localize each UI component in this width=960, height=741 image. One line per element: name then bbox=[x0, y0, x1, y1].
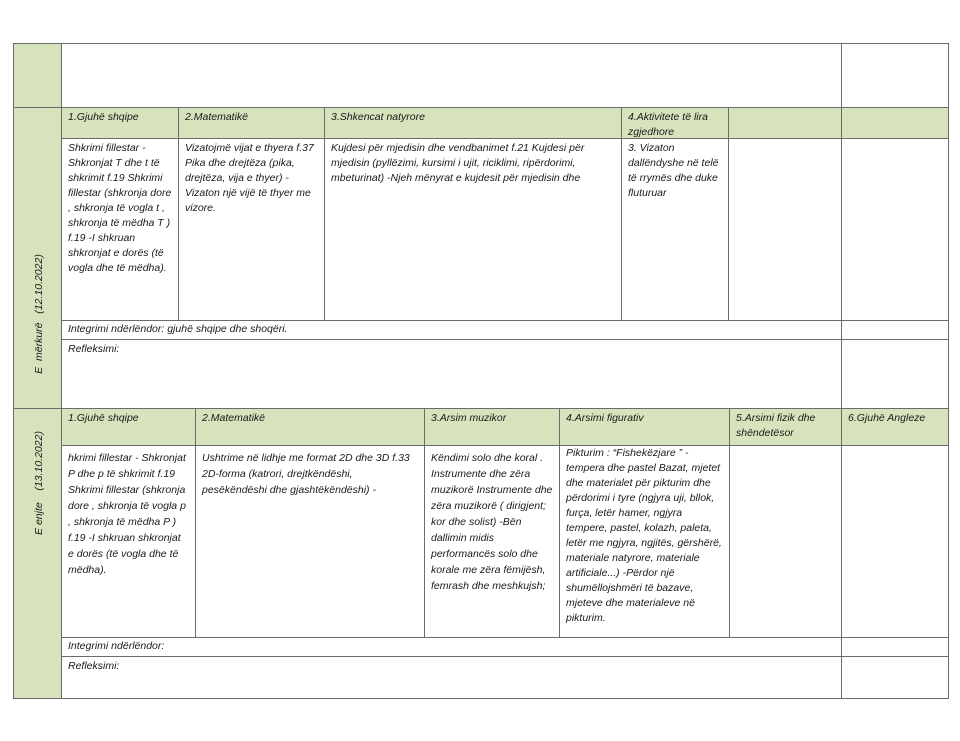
subject-header: 3.Shkencat natyrore bbox=[324, 107, 622, 139]
reflection-row: Refleksimi: bbox=[61, 656, 842, 699]
subject-content: Kujdesi për mjedisin dhe vendbanimet f.21 Kujdesi për mjedisin (pyllëzimi, kursimi i ujit, riciklimi, ripërdorimi, mbeturinat) -Njeh mënyrat e kujdesit për mjedisin dhe bbox=[324, 138, 622, 321]
reflection-right-cell bbox=[841, 656, 949, 699]
subject-header bbox=[728, 107, 842, 139]
integration-row: Integrimi ndërlëndor: bbox=[61, 637, 842, 657]
day-label-cell bbox=[13, 408, 62, 699]
reflection-right-cell bbox=[841, 339, 949, 409]
subject-content bbox=[841, 138, 949, 321]
subject-header: 2.Matematikë bbox=[178, 107, 325, 139]
subject-header: 4.Arsimi figurativ bbox=[559, 408, 730, 446]
day-label: E enjte (13.10.2022) bbox=[33, 431, 45, 535]
subject-content: Pikturim : “Fishekëzjare ” - tempera dhe pastel Bazat, mjetet dhe materialet për pikturim dhe përdorimi i tyre (ngjyra uji, bllok, furça, letër hamer, ngjyra tempere, pastel, kolazh, paleta, letër me ngjyra, ngjitës, gërshërë, materiale natyrore, materiale artificiale...) -Përdor një shumëllojshmëri të bazave, mjeteve dhe materialeve në pikturim. bbox=[559, 445, 730, 638]
subject-content: Ushtrime në lidhje me format 2D dhe 3D f.33 2D-forma (katrori, drejtkëndëshi, pesëkëndëshi dhe gjashtëkëndëshi) - bbox=[195, 445, 425, 638]
top-side-cell bbox=[13, 43, 62, 108]
integration-right-cell bbox=[841, 637, 949, 657]
subject-header: 3.Arsim muzikor bbox=[424, 408, 560, 446]
subject-content: 3. Vizaton dallëndyshe në telë të rrymës dhe duke fluturuar bbox=[621, 138, 729, 321]
subject-content: Vizatojmë vijat e thyera f.37 Pika dhe drejtëza (pika, drejtëza, vija e thyer) -Vizaton një vijë të thyer me vizore. bbox=[178, 138, 325, 321]
top-right-cell bbox=[841, 43, 949, 108]
subject-content bbox=[729, 445, 842, 638]
subject-header: 1.Gjuhë shqipe bbox=[61, 107, 179, 139]
reflection-row: Refleksimi: bbox=[61, 339, 842, 409]
subject-content: hkrimi fillestar - Shkronjat P dhe p të shkrimit f.19 Shkrimi fillestar (shkronja dore , shkronja të vogla p , shkronja të mëdha P ) f.19 -I shkruan shkronjat e dorës (të vogla dhe të mëdha). bbox=[61, 445, 196, 638]
subject-header: 5.Arsimi fizik dhe shëndetësor bbox=[729, 408, 842, 446]
day-label-cell bbox=[13, 107, 62, 409]
subject-content bbox=[841, 445, 949, 638]
subject-header: 2.Matematikë bbox=[195, 408, 425, 446]
subject-content: Këndimi solo dhe koral . Instrumente dhe zëra muzikorë Instrumente dhe zëra muzikorë ( dirigjent; kor dhe solist) -Bën dallimin midis performancës solo dhe korale me zëra fëmijësh, femrash dhe meshkujsh; bbox=[424, 445, 560, 638]
subject-content bbox=[728, 138, 842, 321]
subject-header: 4.Aktivitete të lira zgjedhore bbox=[621, 107, 729, 139]
top-empty-cell bbox=[61, 43, 842, 108]
subject-content: Shkrimi fillestar - Shkronjat T dhe t të shkrimit f.19 Shkrimi fillestar (shkronja dore , shkronja të vogla t , shkronja të mëdha T ) f.19 -I shkruan shkronjat e dorës (të vogla dhe të mëdha). bbox=[61, 138, 179, 321]
subject-header: 1.Gjuhë shqipe bbox=[61, 408, 196, 446]
integration-row: Integrimi ndërlëndor: gjuhë shqipe dhe shoqëri. bbox=[61, 320, 842, 340]
subject-header: 6.Gjuhë Angleze bbox=[841, 408, 949, 446]
subject-header bbox=[841, 107, 949, 139]
integration-right-cell bbox=[841, 320, 949, 340]
day-label: E mërkurë (12.10.2022) bbox=[33, 254, 45, 374]
